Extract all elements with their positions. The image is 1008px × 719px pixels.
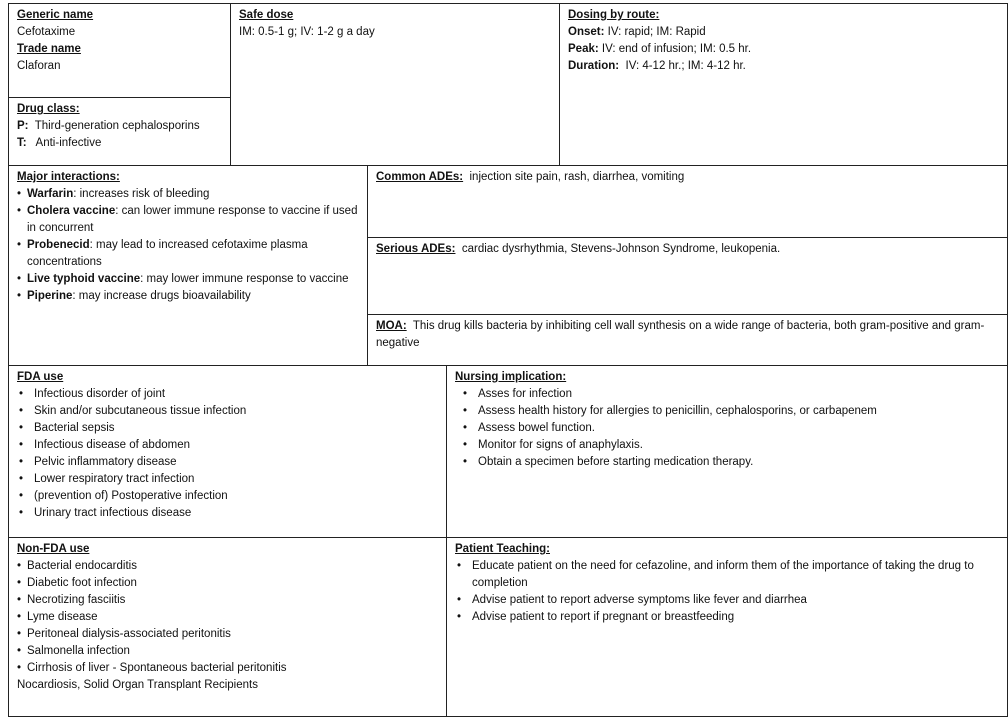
safe-dose-cell (230, 3, 560, 166)
non-fda-use-label: Non-FDA use (17, 543, 90, 555)
peak-value: IV: end of infusion; IM: 0.5 hr. (601, 43, 752, 55)
onset-value: IV: rapid; IM: Rapid (607, 26, 706, 38)
peak-key: Peak: (568, 43, 599, 55)
non-fda-list (17, 558, 438, 677)
nursing-item: • Obtain a specimen before starting medication therapy. (461, 454, 999, 471)
serious-ades-label: Serious ADEs: (376, 243, 456, 255)
non-fda-item: • Necrotizing fasciitis (17, 592, 438, 609)
moa-label: MOA: (376, 320, 407, 332)
non-fda-item: • Cirrhosis of liver - Spontaneous bacterial peritonitis (17, 660, 438, 677)
non-fda-item: • Bacterial endocarditis (17, 558, 438, 575)
moa-cell (367, 314, 1008, 366)
major-interactions-cell (8, 165, 368, 366)
teaching-item: • Educate patient on the need for cefazoline, and inform them of the importance of taking the drug to completion (455, 558, 999, 592)
fda-use-item: • Urinary tract infectious disease (17, 505, 438, 522)
trade-name-value: Claforan (17, 60, 61, 72)
dosing-route-cell (559, 3, 1008, 166)
interaction-item: • Warfarin: increases risk of bleeding (17, 186, 359, 203)
fda-use-item: • Infectious disease of abdomen (17, 437, 438, 454)
non-fda-item: • Lyme disease (17, 609, 438, 626)
fda-use-item: • Lower respiratory tract infection (17, 471, 438, 488)
trade-name-label: Trade name (17, 43, 81, 55)
interaction-item: • Live typhoid vaccine: may lower immune response to vaccine (17, 271, 359, 288)
nursing-list (455, 386, 999, 471)
nursing-item: • Monitor for signs of anaphylaxis. (461, 437, 999, 454)
generic-name-label: Generic name (17, 9, 94, 21)
moa (376, 318, 999, 352)
drug-class-pharmacologic (17, 118, 222, 135)
patient-teaching-label: Patient Teaching: (455, 543, 550, 555)
onset-key: Onset: (568, 26, 605, 38)
drug-class-p-key: P: (17, 120, 29, 132)
nursing-item: • Asses for infection (461, 386, 999, 403)
dosing-onset (568, 24, 999, 41)
moa-value: This drug kills bacteria by inhibiting cell wall synthesis on a wide range of bacteria, both gram-positive and gram-negative (376, 320, 985, 349)
patient-teaching-cell (446, 537, 1008, 717)
fda-use-label: FDA use (17, 371, 64, 383)
nursing-item: • Assess health history for allergies to penicillin, cephalosporins, or carbapenem (461, 403, 999, 420)
interaction-item: • Cholera vaccine: can lower immune response to vaccine if used in concurrent (17, 203, 359, 237)
drug-class-label: Drug class: (17, 103, 80, 115)
safe-dose-label: Safe dose (239, 9, 294, 21)
drug-class-t-value: Anti-infective (35, 137, 102, 149)
interactions-list (17, 186, 359, 305)
interaction-item: • Probenecid: may lead to increased cefotaxime plasma concentrations (17, 237, 359, 271)
drug-class-p-value: Third-generation cephalosporins (34, 120, 200, 132)
fda-use-list (17, 386, 438, 522)
interaction-item: • Piperine: may increase drugs bioavailability (17, 288, 359, 305)
serious-ades (376, 241, 999, 258)
drug-class-t-key: T: (17, 137, 27, 149)
non-fda-extra: Nocardiosis, Solid Organ Transplant Recipients (17, 679, 258, 691)
fda-use-cell (8, 365, 447, 538)
fda-use-item: • Bacterial sepsis (17, 420, 438, 437)
non-fda-item: • Salmonella infection (17, 643, 438, 660)
common-ades-value: injection site pain, rash, diarrhea, vomiting (469, 171, 685, 183)
major-interactions-label: Major interactions: (17, 171, 120, 183)
drug-class-therapeutic (17, 135, 222, 152)
non-fda-item: • Peritoneal dialysis-associated peritonitis (17, 626, 438, 643)
fda-use-item: • (prevention of) Postoperative infection (17, 488, 438, 505)
non-fda-use-cell (8, 537, 447, 717)
generic-name-value: Cefotaxime (17, 26, 76, 38)
teaching-list (455, 558, 999, 626)
nursing-item: • Assess bowel function. (461, 420, 999, 437)
common-ades-label: Common ADEs: (376, 171, 464, 183)
serious-ades-cell (367, 237, 1008, 315)
fda-use-item: • Infectious disorder of joint (17, 386, 438, 403)
nursing-implication-label: Nursing implication: (455, 371, 567, 383)
fda-use-item: • Pelvic inflammatory disease (17, 454, 438, 471)
teaching-item: • Advise patient to report if pregnant or breastfeeding (455, 609, 999, 626)
common-ades-cell (367, 165, 1008, 238)
dosing-route-label: Dosing by route: (568, 9, 660, 21)
fda-use-item: • Skin and/or subcutaneous tissue infection (17, 403, 438, 420)
nursing-implication-cell (446, 365, 1008, 538)
drug-class-cell (8, 97, 231, 166)
safe-dose-value: IM: 0.5-1 g; IV: 1-2 g a day (239, 26, 375, 38)
teaching-item: • Advise patient to report adverse symptoms like fever and diarrhea (455, 592, 999, 609)
serious-ades-value: cardiac dysrhythmia, Stevens-Johnson Syndrome, leukopenia. (461, 243, 781, 255)
duration-value: IV: 4-12 hr.; IM: 4-12 hr. (625, 60, 746, 72)
common-ades (376, 169, 999, 186)
dosing-peak (568, 41, 999, 58)
duration-key: Duration: (568, 60, 620, 72)
generic-name-cell (8, 3, 231, 98)
non-fda-item: • Diabetic foot infection (17, 575, 438, 592)
dosing-duration (568, 58, 999, 75)
